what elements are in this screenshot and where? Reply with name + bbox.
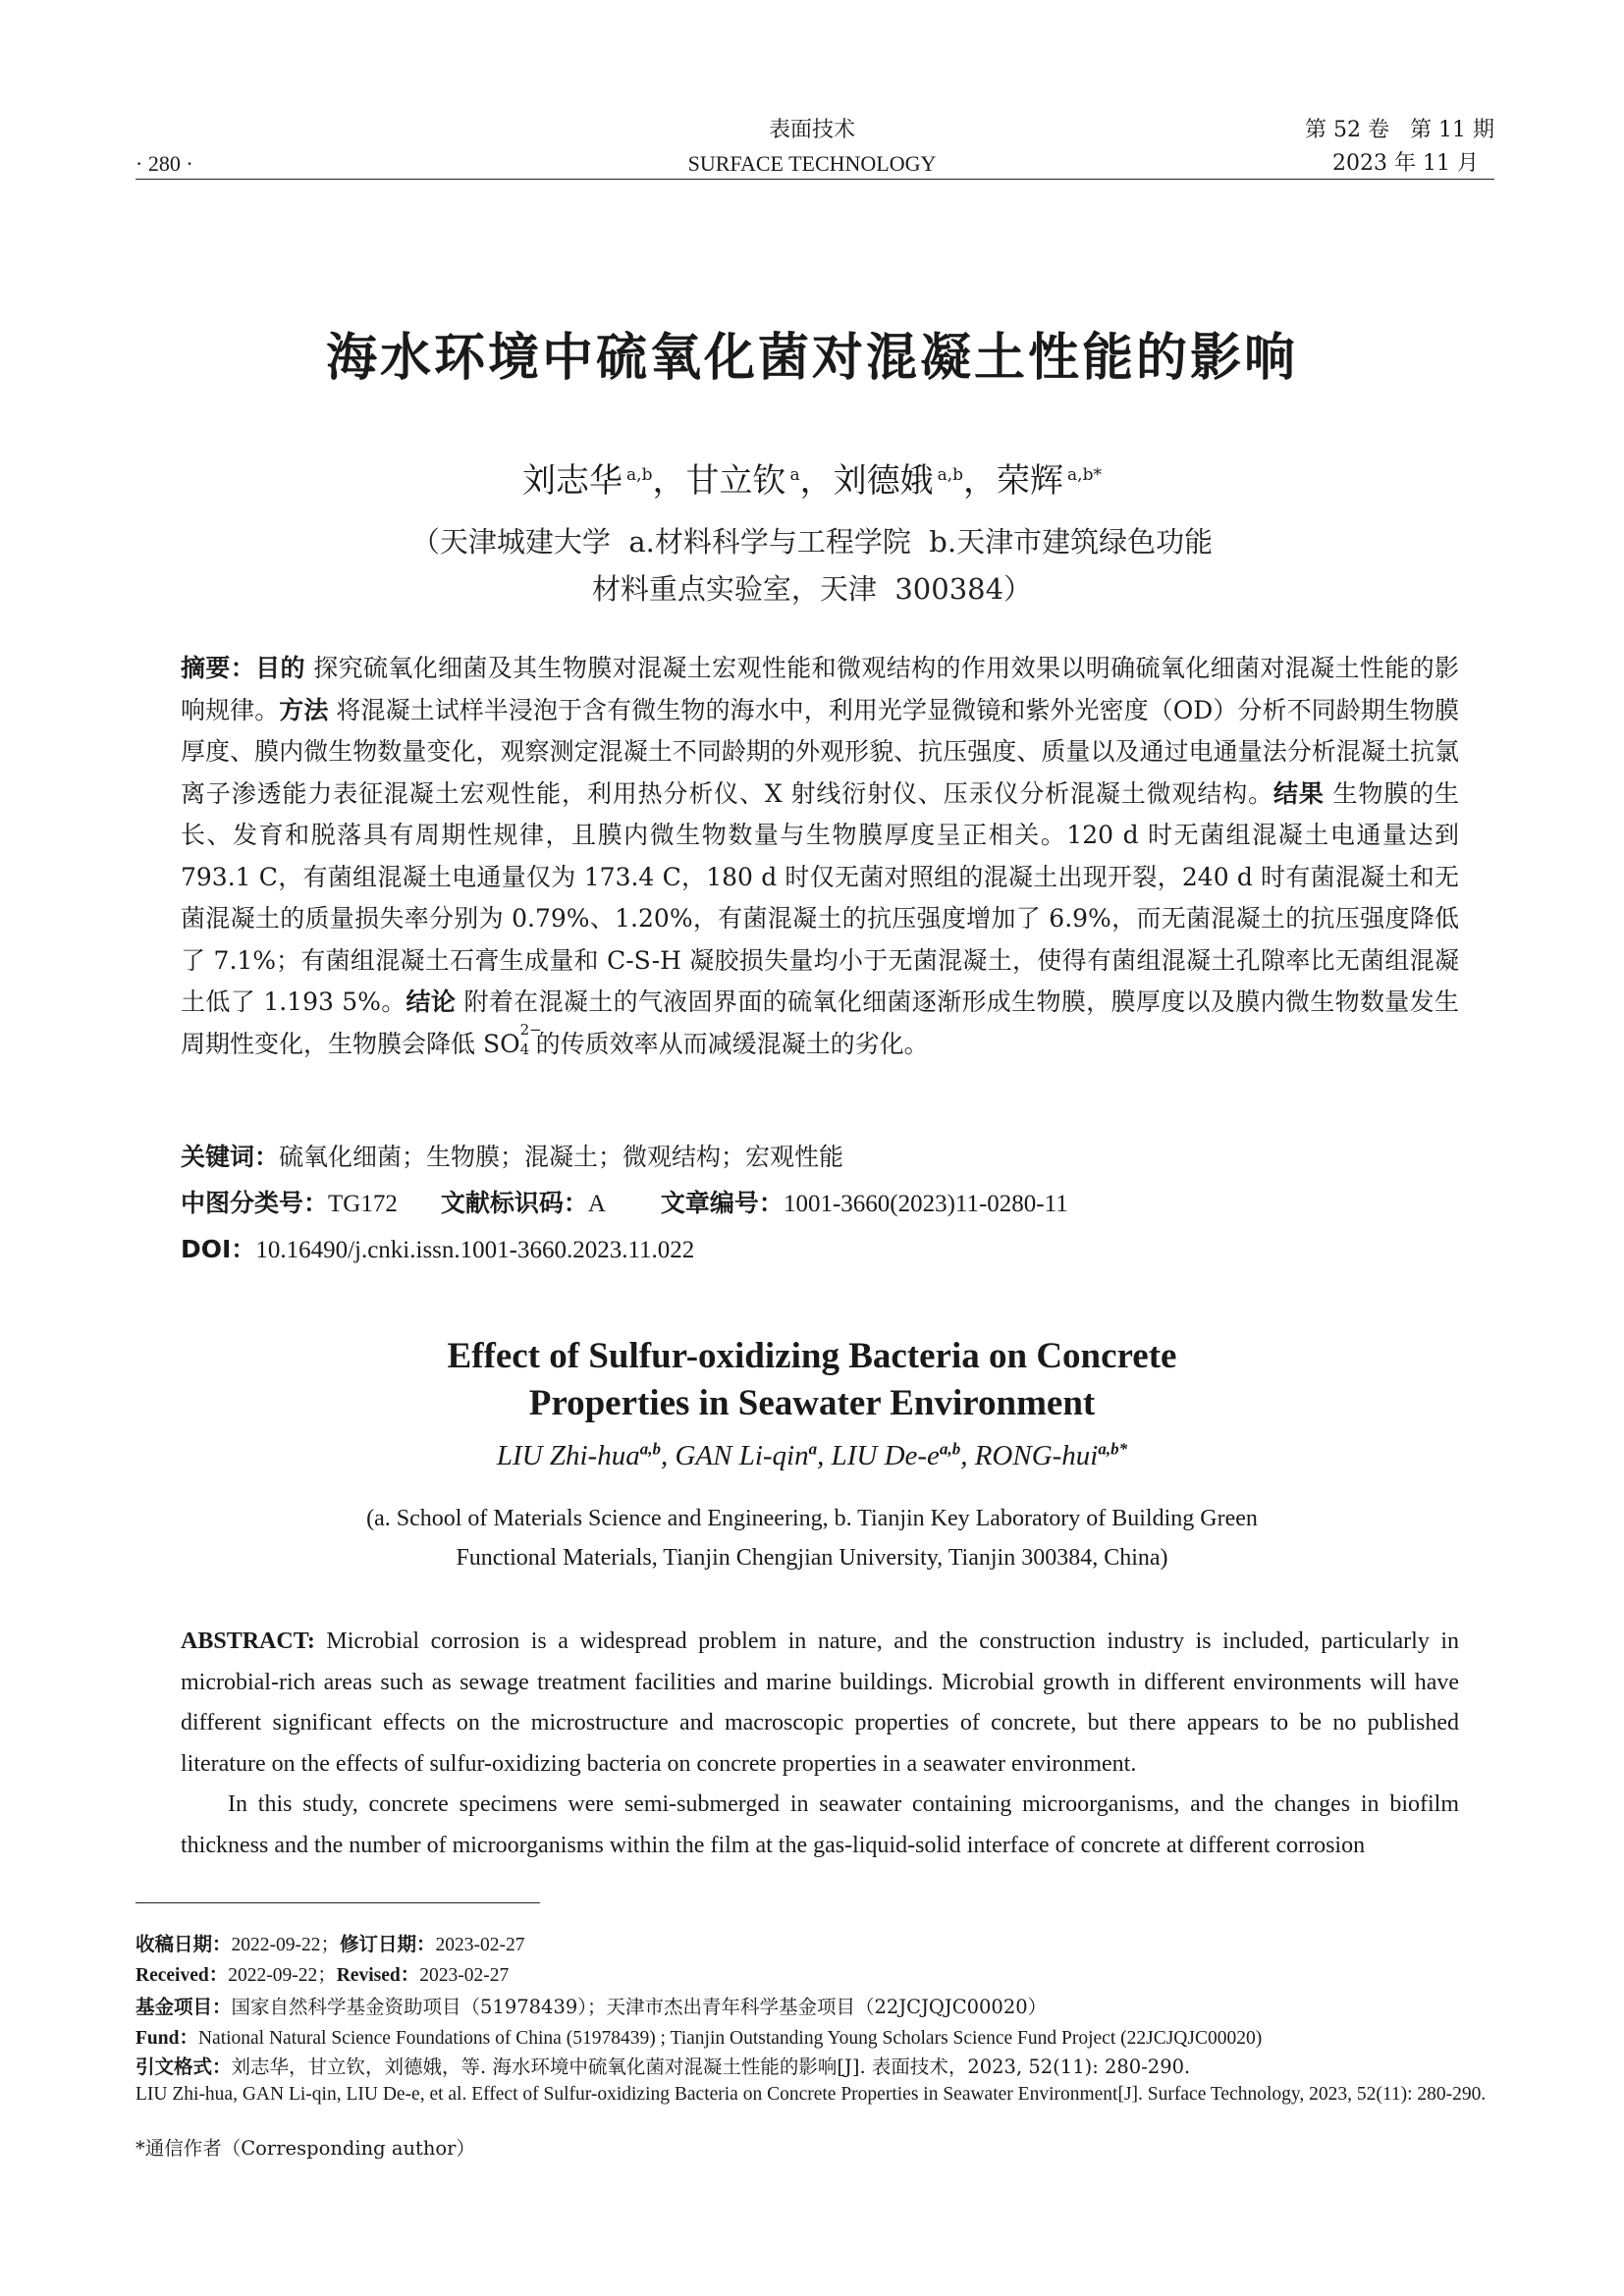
classification-row	[181, 1183, 1068, 1225]
author-en-1: LIU Zhi-hua$^{a,b}$,	[496, 1439, 676, 1471]
abstract-label: 摘要：	[181, 654, 256, 682]
author-4: 荣辉 $^{a,b*}$	[997, 461, 1102, 501]
doc-code-label: 文献标识码：	[440, 1189, 588, 1217]
paper-title-en-line2: Properties in Seawater Environment	[528, 1383, 1096, 1423]
affiliation-cn-line1: （天津城建大学 a.材料科学与工程学院 b.天津市建筑绿色功能	[410, 525, 1214, 559]
author-3: 刘德娥 $^{a,b}$，	[833, 461, 998, 501]
doc-code-value: A	[587, 1191, 606, 1217]
author-1: 刘志华 $^{a,b}$，	[522, 461, 686, 501]
header-rule	[135, 179, 1494, 180]
keywords-value: 硫氧化细菌；生物膜；混凝土；微观结构；宏观性能	[279, 1143, 844, 1171]
affiliation-en-line2: Functional Materials, Tianjin Chengjian University, Tianjin 300384, China)	[456, 1545, 1168, 1571]
footnote-citation-en: LIU Zhi-hua, GAN Li-qin, LIU De-e, et al. Effect of Sulfur-oxidizing Bacteria on Concrete Properties in Seawater Environment[J]. Surface Technology, 2023, 52(11): 280-290.	[135, 2084, 1487, 2105]
conclusion-label: 结论	[406, 988, 457, 1016]
footnote-received-en: Received：2022-09-22；Revised：2023-02-27	[135, 1965, 510, 1986]
method-label: 方法	[279, 695, 329, 724]
paper-title-en-line1: Effect of Sulfur-oxidizing Bacteria on Concrete	[447, 1336, 1177, 1376]
abstract-en-para1: ABSTRACT: Microbial corrosion is a widespread problem in nature, and the construction industry is included, particularly in microbial-rich areas such as sewage treatment facilities and marine buildings. Microbial growth in different environments will have different significant effects on the microstructure and macroscopic properties of concrete, but there appears to be no published literature on the effects of sulfur-oxidizing bacteria on concrete properties in a seawater environment.	[181, 1629, 1459, 1777]
abstract-cn: 摘要：目的 探究硫氧化细菌及其生物膜对混凝土宏观性能和微观结构的作用效果以明确硫氧化细菌对混凝土性能的影响规律。方法 将混凝土试样半浸泡于含有微生物的海水中，利用光学显微镜和紫外光密度（OD）分析不同龄期生物膜厚度、膜内微生物数量变化，观察测定混凝土不同龄期的外观形貌、抗压强度、质量以及通过电通量法分析混凝土抗氯离子渗透能力表征混凝土宏观性能，利用热分析仪、X 射线衍射仪、压汞仪分析混凝土微观结构。结果 生物膜的生长、发育和脱落具有周期性规律，且膜内微生物数量与生物膜厚度呈正相关。120 d 时无菌组混凝土电通量达到 793.1 C，有菌组混凝土电通量仅为 173.4 C，180 d 时仅无菌对照组的混凝土出现开裂，240 d 时有菌混凝土和无菌混凝土的质量损失率分别为 0.79%、1.20%，有菌混凝土的抗压强度增加了 6.9%，而无菌混凝土的抗压强度降低了 7.1%；有菌组混凝土石膏生成量和 C-S-H 凝胶损失量均小于无菌混凝土，使得有菌组混凝土孔隙率比无菌组混凝土低了 1.193 5%。结论 附着在混凝土的气液固界面的硫氧化细菌逐渐形成生物膜，膜厚度以及膜内微生物数量发生周期性变化，生物膜会降低 SO 4 2− 的传质效率从而减缓混凝土的劣化。	[181, 654, 1460, 1058]
author-list-cn	[0, 454, 1624, 502]
footnote-corresponding: *通信作者（Corresponding author）	[135, 2137, 475, 2160]
footnote-fund-en: Fund：National Natural Science Foundations of China (51978439) ; Tianjin Outstanding Young Scholars Science Fund Project (22JCJQJC00020)	[135, 2028, 1263, 2049]
conclusion-end: 的传质效率从而减缓混凝土的劣化。	[535, 1029, 929, 1058]
keywords-label: 关键词：	[181, 1143, 280, 1171]
method-text: 将混凝土试样半浸泡于含有微生物的海水中，利用光学显微镜和紫外光密度（OD）分析不同龄期生物膜厚度、膜内微生物数量变化，观察测定混凝土不同龄期的外观形貌、抗压强度、质量以及通过电通量法分析混凝土抗氯离子渗透能力表征混凝土宏观性能，利用热分析仪、X 射线衍射仪、压汞仪分析混凝土微观结构。	[181, 695, 1459, 808]
footnote-received-cn: 收稿日期：2022-09-22；修订日期：2023-02-27	[135, 1933, 525, 1955]
clc-value: TG172	[328, 1191, 398, 1217]
abstract-en-label: ABSTRACT:	[181, 1629, 315, 1654]
doi-value[interactable]: 10.16490/j.cnki.issn.1001-3660.2023.11.022	[255, 1237, 695, 1263]
conclusion-text: 附着在混凝土的气液固界面的硫氧化细菌逐渐形成生物膜，膜厚度以及膜内微生物数量发生周期性变化，生物膜会降低 SO	[181, 988, 1460, 1058]
author-en-4: RONG-hui$^{a,b*}$	[974, 1439, 1128, 1471]
result-text: 生物膜的生长、发育和脱落具有周期性规律，且膜内微生物数量与生物膜厚度呈正相关。120 d 时无菌组混凝土电通量达到 793.1 C，有菌组混凝土电通量仅为 173.4 C，180 d 时仅无菌对照组的混凝土出现开裂，240 d 时有菌混凝土和无菌混凝土的质量损失率分别为 0.79%、1.20%，有菌混凝土的抗压强度增加了 6.9%，而无菌混凝土的抗压强度降低了 7.1%；有菌组混凝土石膏生成量和 C-S-H 凝胶损失量均小于无菌混凝土，使得有菌组混凝土孔隙率比无菌组混凝土低了 1.193 5%。	[181, 778, 1459, 1016]
abstract-en-para2: In this study, concrete specimens were semi-submerged in seawater containing microorganisms, and the changes in biofilm thickness and the number of microorganisms within the film at the gas-liquid-solid interface of concrete at different corrosion	[181, 1791, 1459, 1858]
keywords-row	[181, 1137, 843, 1178]
page-number: · 280 ·	[135, 151, 193, 176]
author-en-3: LIU $De-e^{a,b}$,	[831, 1439, 975, 1471]
journal-name-cn: 表面技术	[768, 118, 855, 142]
affiliation-cn-line2: 材料重点实验室，天津 300384）	[591, 572, 1033, 606]
paper-title-cn: 海水环境中硫氧化菌对混凝土性能的影响	[325, 328, 1298, 388]
footnote-citation-cn: 引文格式：刘志华，甘立钦，刘德娥，等. 海水环境中硫氧化菌对混凝土性能的影响[J]. 表面技术，2023, 52(11): 280-290.	[135, 2056, 1191, 2078]
footnote-rule	[135, 1902, 540, 1903]
result-label: 结果	[1272, 778, 1325, 808]
article-number-label: 文章编号：	[660, 1189, 784, 1217]
affiliation-en-line1: (a. School of Materials Science and Engineering, b. Tianjin Key Laboratory of Building Green	[366, 1506, 1258, 1531]
issue-date: 2023 年 11 月	[1332, 151, 1479, 176]
article-number-value: 1001-3660(2023)11-0280-11	[783, 1191, 1068, 1217]
journal-name-en: SURFACE TECHNOLOGY	[687, 151, 937, 176]
doi-row	[181, 1229, 694, 1271]
volume-issue: 第 52 卷 第 11 期	[1305, 118, 1494, 142]
purpose-text: 探究硫氧化细菌及其生物膜对混凝土宏观性能和微观结构的作用效果以明确硫氧化细菌对混凝土性能的影响规律。	[181, 654, 1459, 724]
purpose-label: 目的	[255, 654, 305, 682]
author-en-2: GAN Li-qin$^a$,	[675, 1439, 832, 1471]
doi-label: DOI：	[181, 1235, 256, 1263]
abstract-en	[181, 1622, 1459, 1866]
clc-label: 中图分类号：	[181, 1189, 329, 1217]
author-list-en	[0, 1439, 1624, 1472]
footnote-fund-cn: 基金项目：国家自然科学基金资助项目（51978439）；天津市杰出青年科学基金项目（22JCJQJC00020）	[135, 1996, 1048, 2018]
author-2: 甘立钦 $^a$，	[685, 461, 834, 501]
